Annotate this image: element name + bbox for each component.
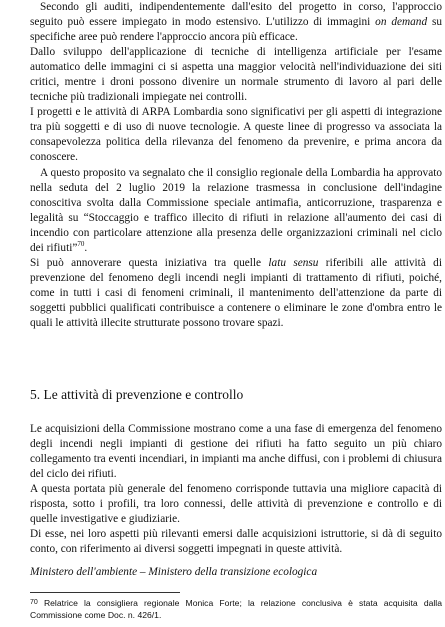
paragraph-3: I progetti e le attività di ARPA Lombardia sono significativi per gli aspetti di integrazione tra più soggetti e di uso di nuove tecnologie. A queste linee di progresso va associata la consapevolezza politica della rilevanza del fenomeno da prevenire, e prima ancora da conoscere. bbox=[30, 106, 442, 164]
section-title: 5. Le attività di prevenzione e controllo bbox=[30, 387, 244, 402]
footnote-number: 70 bbox=[30, 599, 38, 606]
section-paragraph-1: Le acquisizioni della Commissione mostrano come a una fase di emergenza del fenomeno degli incendi negli impianti di gestione dei rifiuti ha fatto seguito un più chiaro collegamento tra eventi incendiari, in impianti ma anche diffusi, con i problemi di chiusura del ciclo dei rifiuti. bbox=[30, 423, 442, 481]
paragraph-4-text-a: A questo proposito va segnalato che il consiglio regionale della Lombardia ha approvato nella seduta del 2 luglio 2019 la relazione trasmessa in conclusione dell'indagine conoscitiva svolta dalla Commissione speciale antimafia, anticorruzione, trasparenza e legalità su “Stoccaggio e traffico illecito di rifiuti in relazione all'aumento dei casi di incendio con particolare attenzione alla presenza delle organizzazioni criminali nel ciclo dei rifiuti” bbox=[30, 166, 442, 254]
paragraph-4-text-b: . bbox=[84, 241, 88, 254]
section-paragraph-2: A questa portata più generale del fenomeno corrisponde tuttavia una migliore capacità di risposta, sotto i profili, tra loro connessi, delle attività di prevenzione e controllo e di quelle investigative e giudiziarie. bbox=[30, 483, 442, 526]
body-text bbox=[30, 0, 442, 331]
paragraph-5 bbox=[30, 256, 442, 331]
footnote-text: Relatrice la consigliera regionale Monica Forte; la relazione conclusiva è stata acquisita dalla Commissione come Doc. n. 426/1. bbox=[30, 598, 442, 620]
paragraph-5-text-a: Si può annoverare questa iniziativa tra quelle bbox=[30, 256, 269, 269]
paragraph-1-italic: on demand bbox=[375, 16, 428, 29]
paragraph-1-text-b: su specifiche aree può rendere l'approccio ancora più efficace. bbox=[30, 16, 442, 44]
paragraph-5-italic: latu sensu bbox=[268, 256, 319, 269]
footnote-reference[interactable]: 70 bbox=[77, 239, 85, 248]
paragraph-4 bbox=[30, 166, 442, 256]
paragraph-1-text-a: Secondo gli auditi, indipendentemente dall'esito del progetto in corso, l'approccio seguito può essere impiegato in modo estensivo. L'utilizzo di immagini bbox=[30, 1, 442, 29]
section-paragraph-3: Di esse, nei loro aspetti più rilevanti emersi dalle acquisizioni istruttorie, si dà di seguito conto, con riferimento ai diversi soggetti impegnati in queste attività. bbox=[30, 528, 442, 556]
footnote-divider bbox=[30, 592, 180, 593]
paragraph-5-text-b: riferibili alle attività di prevenzione del fenomeno degli incendi negli impianti di trattamento di rifiuti, poiché, come in tutti i casi di fenomeni criminali, il mantenimento dell'attenzione da parte di soggetti pubblici qualificati contribuisce a contenere o eliminare le zone d'ombra entro le quali le attività illecite strutturate possono trovare spazi. bbox=[30, 256, 442, 329]
section-body bbox=[30, 422, 442, 557]
paragraph-2: Dallo sviluppo dell'applicazione di tecniche di intelligenza artificiale per l'esame automatico delle immagini ci si aspetta una maggior velocità nell'individuazione dei siti critici, mentre i droni possono divenire un normale strumento di lavoro al pari delle tecniche più tradizionali impiegate nei controlli. bbox=[30, 46, 442, 104]
paragraph-1 bbox=[30, 0, 442, 45]
footnote bbox=[30, 597, 442, 621]
running-footer: Ministero dell'ambiente – Ministero della transizione ecologica bbox=[30, 566, 318, 578]
